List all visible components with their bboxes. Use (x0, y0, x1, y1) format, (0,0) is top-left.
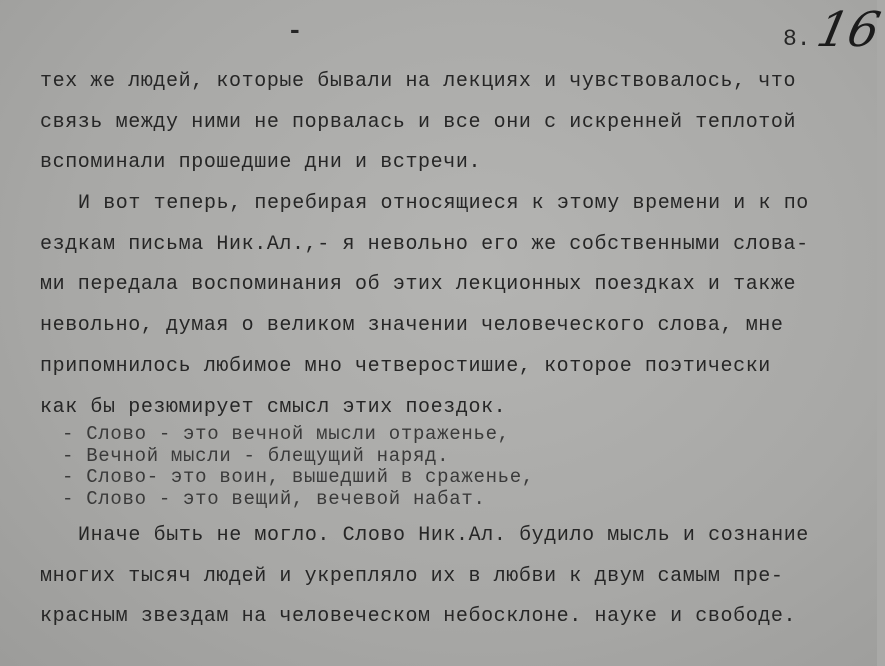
text-line: связь между ними не порвалась и все они с искренней теплотой (40, 110, 797, 134)
verse-line: - Слово- это воин, вышедший в сраженье, (62, 466, 534, 488)
text-line: ми передала воспоминания об этих лекционных поездках и также (40, 273, 797, 297)
text-line: как бы резюмирует смысл этих поездок. (40, 395, 507, 419)
text-line: многих тысяч людей и укрепляло их в любви к двум самым пре- (40, 564, 784, 588)
header-dash: - (287, 16, 303, 46)
verse-line: - Слово - это вещий, вечевой набат. (62, 487, 486, 510)
page-number: 8. (783, 26, 811, 52)
verse-line: - Вечной мысли - блещущий наряд. (62, 444, 450, 467)
text-line: красным звездам на человеческом небосклоне. науке и свободе. (40, 605, 797, 629)
closing-paragraph (40, 516, 855, 638)
main-text (40, 62, 855, 428)
text-line: И вот теперь, перебирая относящиеся к этому времени и к по (78, 192, 809, 216)
text-line: невольно, думая о великом значении человеческого слова, мне (40, 314, 784, 338)
poem-quatrain (62, 424, 534, 510)
text-line: припомнилось любимое мно четверостишие, которое поэтически (40, 354, 771, 378)
text-line: вспоминали прошедшие дни и встречи. (40, 151, 482, 175)
verse-line: - Слово - это вечной мысли отраженье, (62, 423, 510, 445)
text-line: Иначе быть не могло. Слово Ник.Ал. будило мысль и сознание (78, 524, 809, 547)
text-line: тех же людей, которые бывали на лекциях и чувствовалось, что (40, 70, 797, 93)
handwritten-page-number: 16 (812, 2, 885, 58)
text-line: ездкам письма Ник.Ал.,- я невольно его же собственными слова- (40, 232, 809, 256)
